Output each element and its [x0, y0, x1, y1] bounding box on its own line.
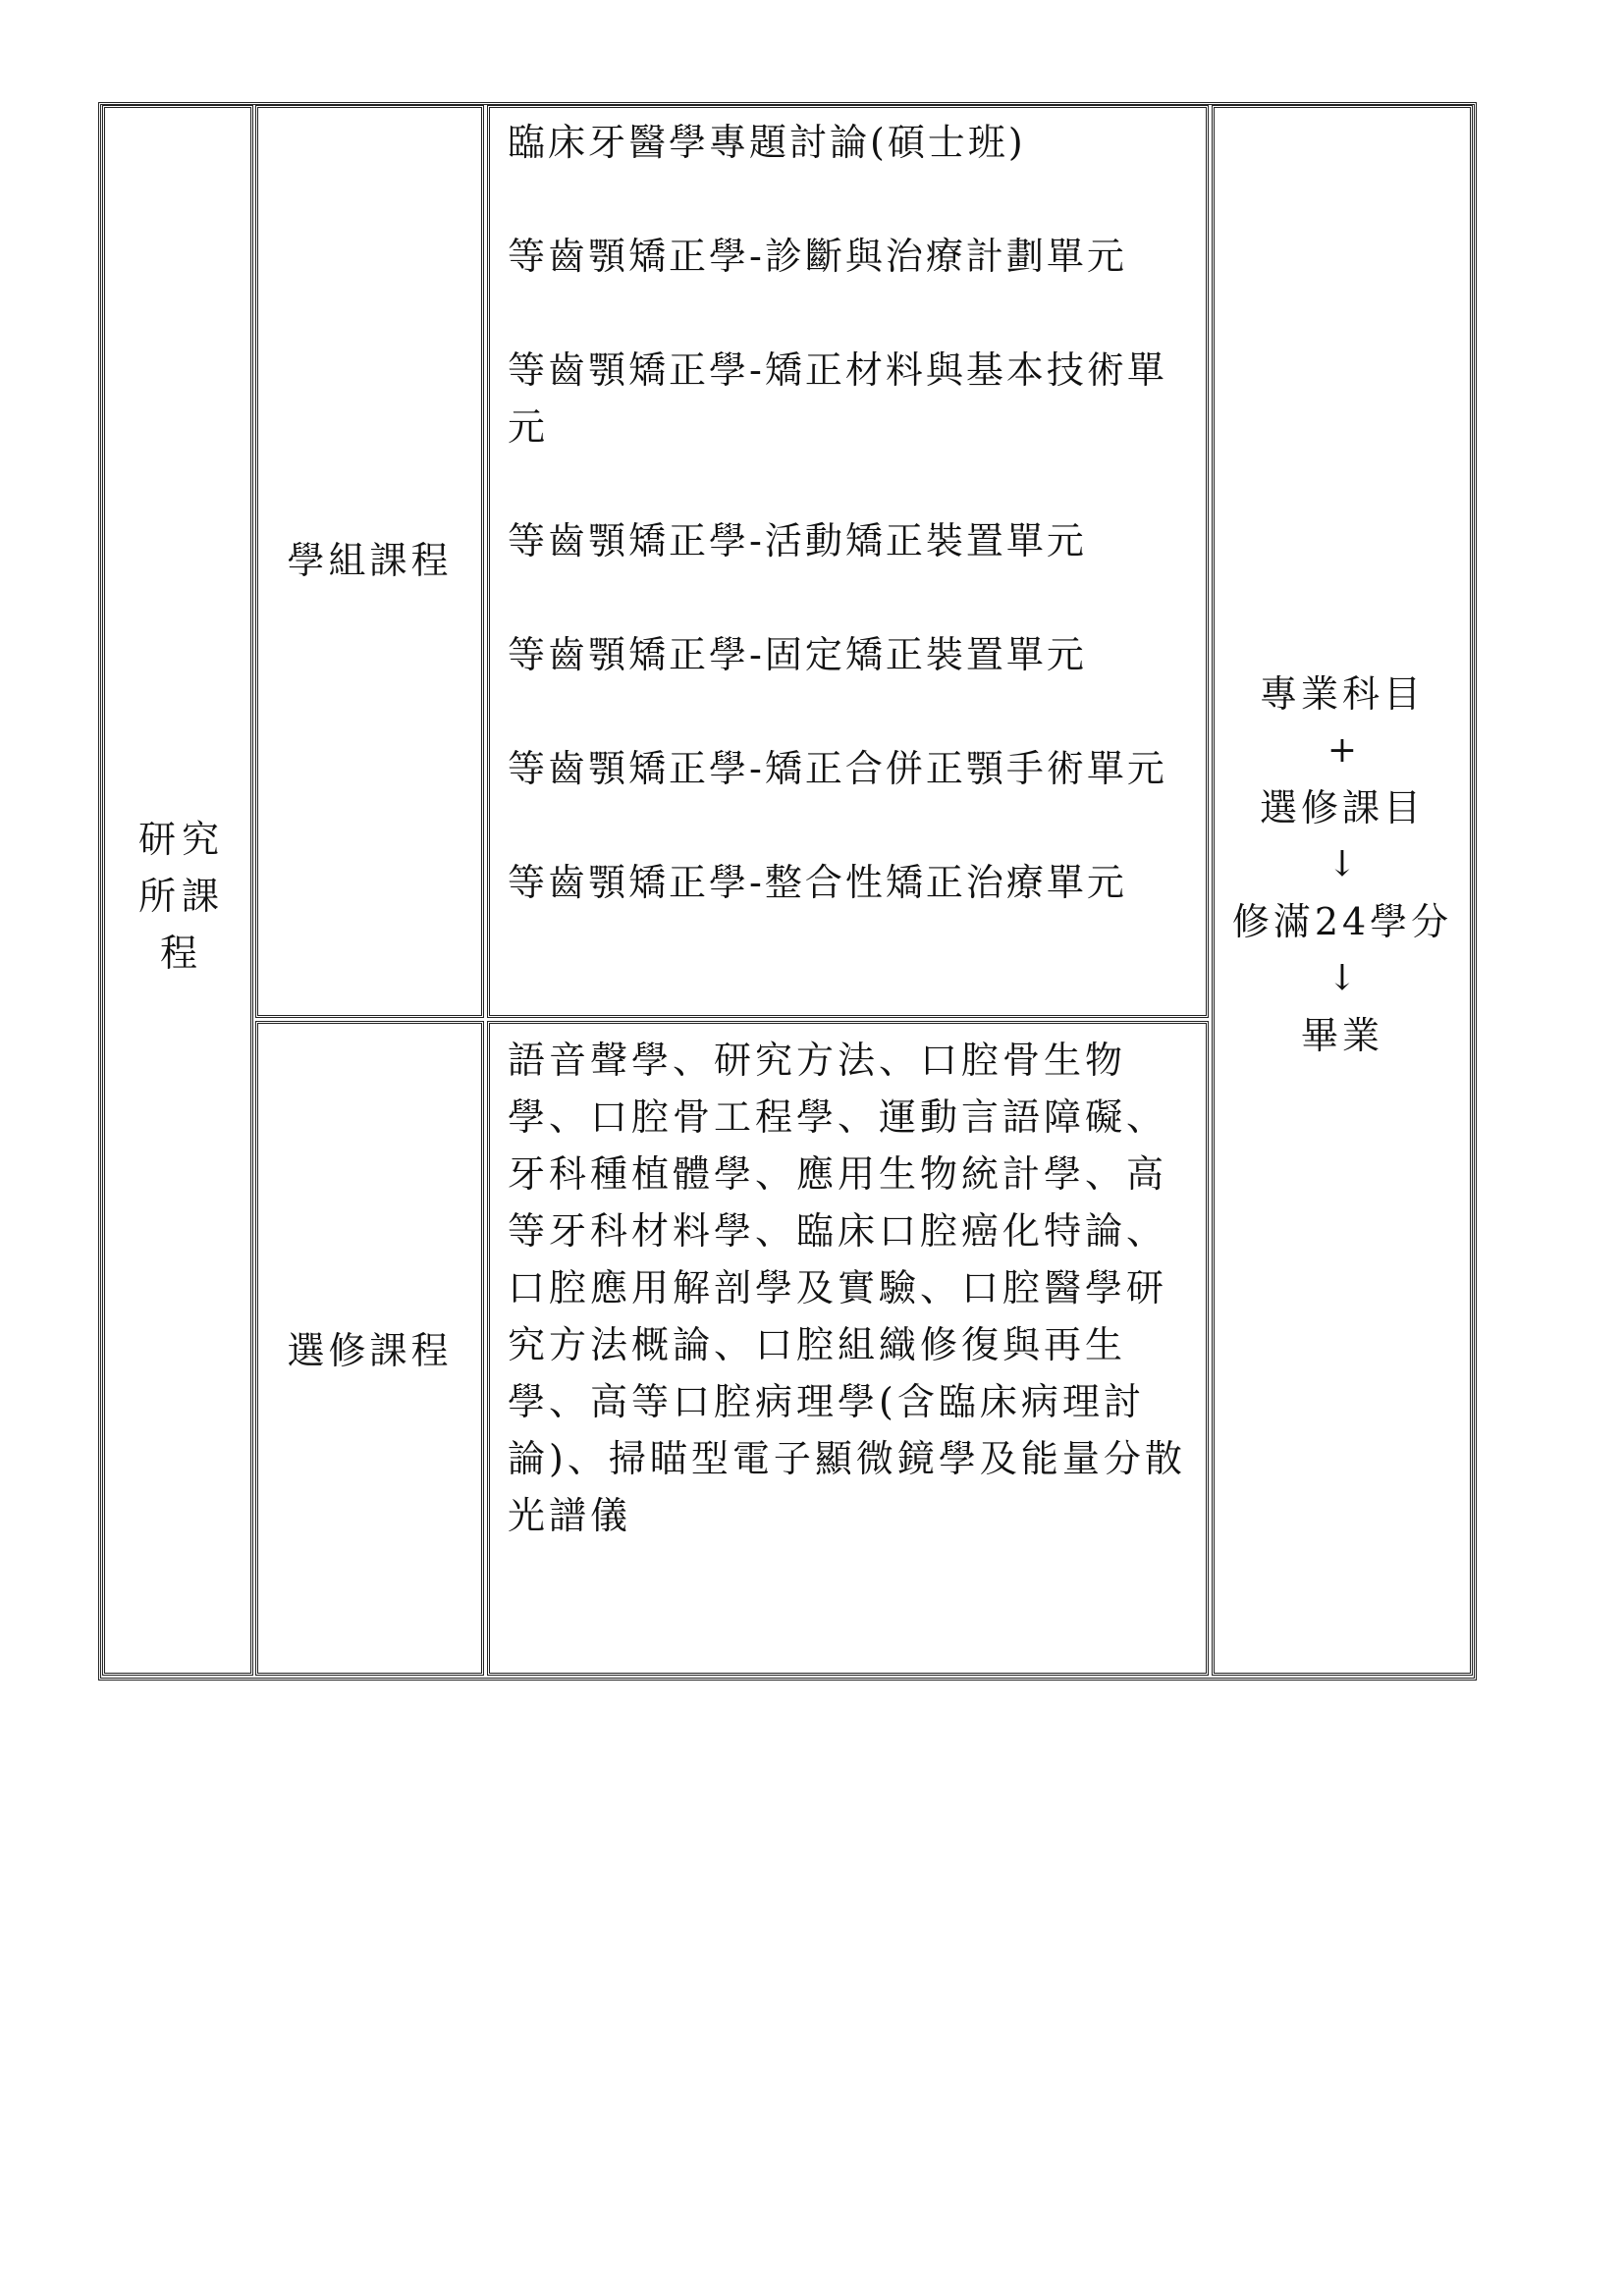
program-label: 研究所課程	[137, 818, 225, 975]
course-item: 臨床牙醫學專題討論(碩士班)	[508, 121, 1026, 164]
course-item: 等齒顎矯正學-診斷與治療計劃單元	[508, 235, 1127, 278]
path-step-credits: 修滿24學分	[1231, 900, 1453, 943]
group-course-cell	[255, 105, 484, 1018]
course-item: 等齒顎矯正學-矯正合併正顎手術單元	[508, 747, 1167, 790]
elective-course-text: 語音聲學、研究方法、口腔骨生物學、口腔骨工程學、運動言語障礙、牙科種植體學、應用生物統計學、高等牙科材料學、臨床口腔癌化特論、口腔應用解剖學及實驗、口腔醫學研究方法概論、口腔組織修復與再生學、高等口腔病理學(含臨床病理討論)、掃瞄型電子顯微鏡學及能量分散光譜儀	[508, 1039, 1186, 1537]
plus-sign: +	[1326, 730, 1358, 771]
elective-course-cell	[255, 1021, 484, 1676]
path-step-professional: 專業科目	[1259, 672, 1425, 716]
arrow-down-icon: ↓	[1326, 958, 1358, 998]
elective-course-list-cell	[487, 1021, 1209, 1676]
course-item: 等齒顎矯正學-固定矯正裝置單元	[508, 633, 1087, 676]
graduation-path-cell	[1212, 105, 1473, 1676]
group-course-list-cell	[487, 105, 1209, 1018]
course-item: 等齒顎矯正學-整合性矯正治療單元	[508, 861, 1127, 904]
path-step-elective: 選修課目	[1259, 786, 1425, 829]
arrow-down-icon: ↓	[1326, 844, 1358, 884]
course-item: 等齒顎矯正學-矯正材料與基本技術單元	[508, 348, 1167, 449]
path-step-graduate: 畢業	[1300, 1014, 1383, 1057]
program-cell	[102, 105, 253, 1676]
group-course-list	[508, 114, 1195, 911]
course-item: 等齒顎矯正學-活動矯正裝置單元	[508, 519, 1087, 562]
group-course-label: 學組課程	[287, 539, 453, 582]
elective-course-label: 選修課程	[287, 1329, 453, 1372]
graduation-path	[1215, 666, 1470, 1064]
